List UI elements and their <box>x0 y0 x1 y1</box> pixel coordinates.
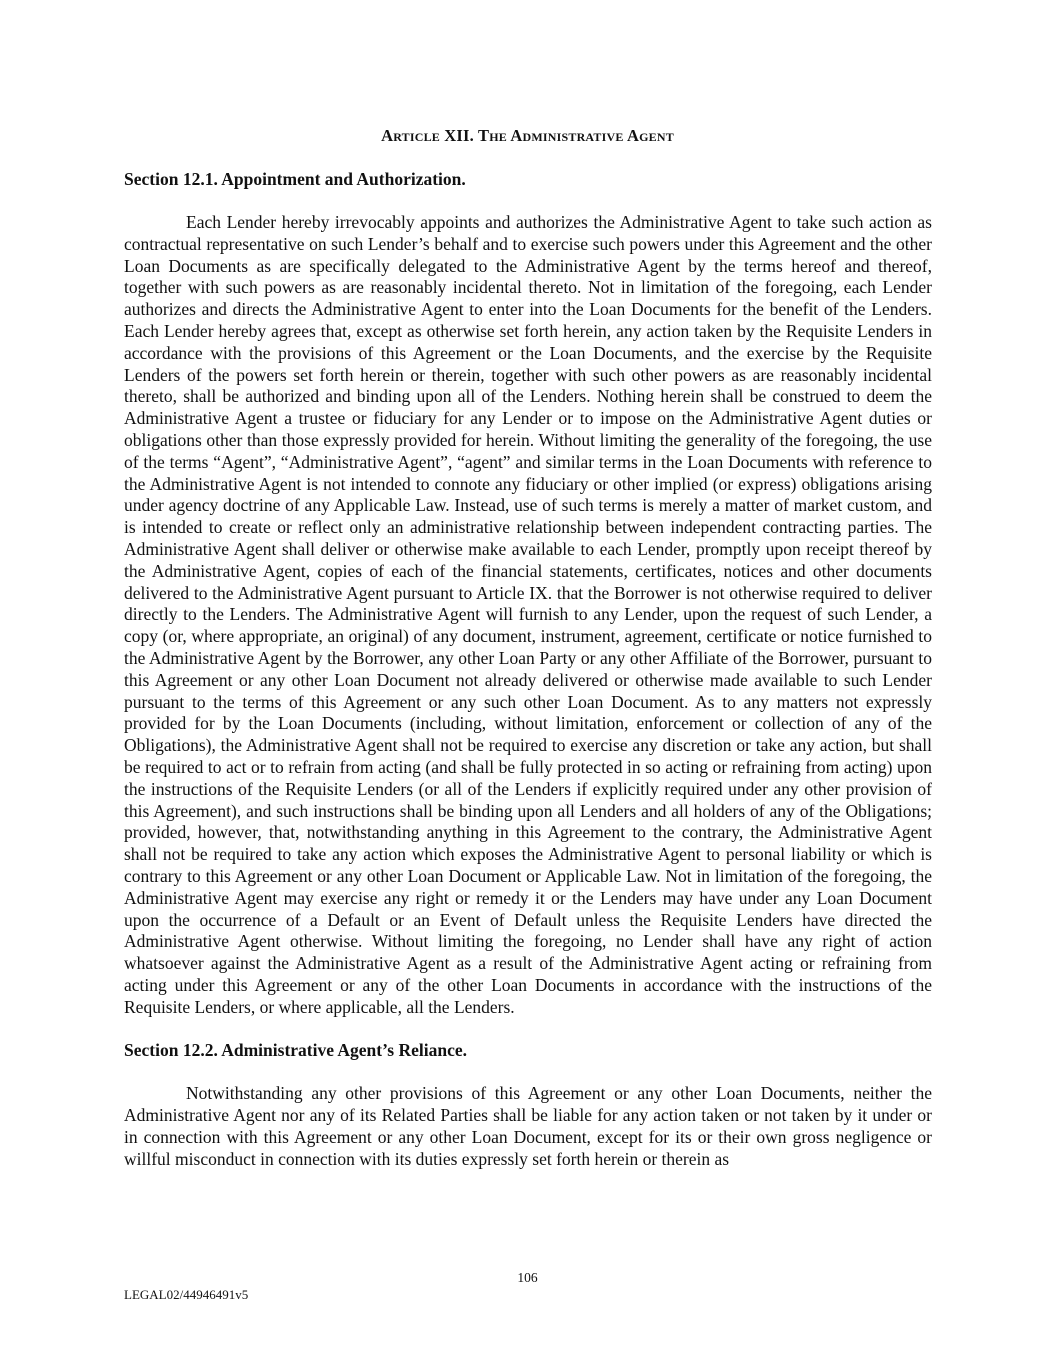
section-paragraph-12-1: Each Lender hereby irrevocably appoints and authorizes the Administrative Agent to take such action as contractual representative on such Lender’s behalf and to exercise such powers under this Agreement and the other Loan Documents as are specifically delegated to the Administrative Agent by the terms hereof and thereof, together with such powers as are reasonably incidental thereto. Not in limitation of the foregoing, each Lender authorizes and directs the Administrative Agent to enter into the Loan Documents for the benefit of the Lenders. Each Lender hereby agrees that, except as otherwise set forth herein, any action taken by the Requisite Lenders in accordance with the provisions of this Agreement or the Loan Documents, and the exercise by the Requisite Lenders of the powers set forth herein or therein, together with such other powers as are reasonably incidental thereto, shall be authorized and binding upon all of the Lenders. Nothing herein shall be construed to deem the Administrative Agent a trustee or fiduciary for any Lender or to impose on the Administrative Agent duties or obligations other than those expressly provided for herein. Without limiting the generality of the foregoing, the use of the terms “Agent”, “Administrative Agent”, “agent” and similar terms in the Loan Documents with reference to the Administrative Agent is not intended to connote any fiduciary or other implied (or express) obligations arising under agency doctrine of any Applicable Law. Instead, use of such terms is merely a matter of market custom, and is intended to create or reflect only an administrative relationship between independent contracting parties. The Administrative Agent shall deliver or otherwise make available to each Lender, promptly upon receipt thereof by the Administrative Agent, copies of each of the financial statements, certificates, notices and other documents delivered to the Administrative Agent pursuant to Article IX. that the Borrower is not otherwise required to deliver directly to the Lenders. The Administrative Agent will furnish to any Lender, upon the request of such Lender, a copy (or, where appropriate, an original) of any document, instrument, agreement, certificate or notice furnished to the Administrative Agent by the Borrower, any other Loan Party or any other Affiliate of the Borrower, pursuant to this Agreement or any other Loan Document not already delivered or otherwise made available to such Lender pursuant to the terms of this Agreement or any such other Loan Document. As to any matters not expressly provided for by the Loan Documents (including, without limitation, enforcement or collection of any of the Obligations), the Administrative Agent shall not be required to exercise any discretion or take any action, but shall be required to act or to refrain from acting (and shall be fully protected in so acting or refraining from acting) upon the instructions of the Requisite Lenders (or all of the Lenders if explicitly required under any other provision of this Agreement), and such instructions shall be binding upon all Lenders and all holders of any of the Obligations; provided, however, that, notwithstanding anything in this Agreement to the contrary, the Administrative Agent shall not be required to take any action which exposes the Administrative Agent to personal liability or which is contrary to this Agreement or any other Loan Document or Applicable Law. Not in limitation of the foregoing, the Administrative Agent may exercise any right or remedy it or the Lenders may have under any Loan Document upon the occurrence of a Default or an Event of Default unless the Requisite Lenders have directed the Administrative Agent otherwise. Without limiting the foregoing, no Lender shall have any right of action whatsoever against the Administrative Agent as a result of the Administrative Agent acting or refraining from acting under this Agreement or any of the other Loan Documents in accordance with the instructions of the Requisite Lenders, or where applicable, all the Lenders. <box>124 212 932 1017</box>
document-id: LEGAL02/44946491v5 <box>124 1287 249 1302</box>
article-title: Article XII. The Administrative Agent <box>381 126 674 145</box>
page-number: 106 <box>517 1270 538 1285</box>
section-paragraph-12-2: Notwithstanding any other provisions of this Agreement or any other Loan Documents, neither the Administrative Agent nor any of its Related Parties shall be liable for any action taken or not taken by it under or in connection with this Agreement or any other Loan Document, except for its or their own gross negligence or willful misconduct in connection with its duties expressly set forth herein or therein as <box>124 1083 932 1169</box>
document-body <box>124 167 932 1171</box>
section-heading-12-1: Section 12.1. Appointment and Authorization. <box>124 169 466 189</box>
section-heading-12-2: Section 12.2. Administrative Agent’s Reliance. <box>124 1040 468 1061</box>
